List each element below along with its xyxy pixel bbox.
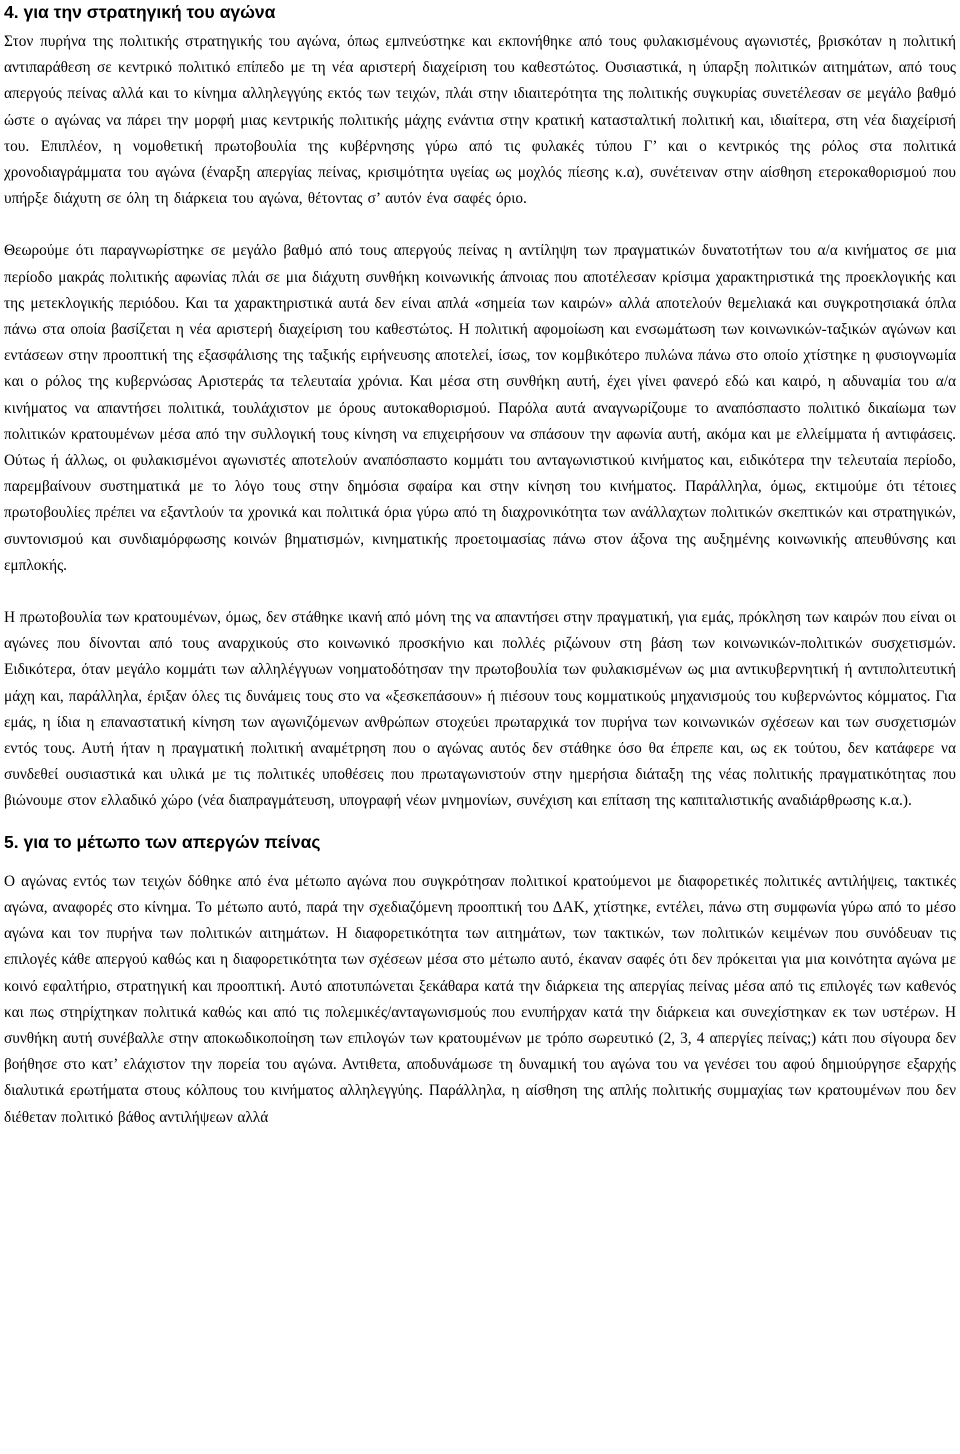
- section-4-paragraph-2: Θεωρούμε ότι παραγνωρίστηκε σε μεγάλο βαθμό από τους απεργούς πείνας η αντίληψη των πραγματικών δυνατοτήτων του α/α κινήματος σε μια περίοδο μακράς πολιτικής αφωνίας πλάι σε μια διάχυτη συνθήκη κοινωνικής άπνοιας που αποτέλεσαν κρίσιμα χαρακτηριστικά της προεκλογικής και της μετεκλογικής περιόδου. Και τα χαρακτηριστικά αυτά δεν είναι απλά «σημεία των καιρών» αλλά αποτελούν θεμελιακά και συγκροτησιακά όπλα πάνω στα οποία βασίζεται η νέα αριστερή διαχείριση του καθεστώτος. Η πολιτική αφομοίωση και ενσωμάτωση των κοινωνικών-ταξικών αγώνων και εντάσεων στην προοπτική της εξασφάλισης της ταξικής ειρήνευσης αποτελεί, ίσως, τον κομβικότερο πυλώνα πάνω στο οποίο χτίστηκε η φυσιογνωμία και ο ρόλος της κυβερνώσας Αριστεράς τα τελευταία χρόνια. Και μέσα στη συνθήκη αυτή, έχει γίνει φανερό εδώ και καιρό, η αδυναμία του α/α κινήματος να απαντήσει πολιτικά, τουλάχιστον με όρους αυτοκαθορισμού. Παρόλα αυτά αναγνωρίζουμε το αναπόσπαστο πολιτικό δικαίωμα των πολιτικών κρατουμένων μέσα από την συλλογική τους κίνηση να επιχειρήσουν να σπάσουν την αφωνία αυτή, ακόμα και με ελλείμματα ή αντιφάσεις. Ούτως ή άλλως, οι φυλακισμένοι αγωνιστές αποτελούν αναπόσπαστο κομμάτι του ανταγωνιστικού κινήματος και, ειδικότερα την τελευταία περίοδο, παρεμβαίνουν συστηματικά με το λόγο τους στην δημόσια σφαίρα και στην κίνηση του κινήματος. Παράλληλα, όμως, εκτιμούμε ότι τέτοιες πρωτοβουλίες πρέπει να εξαντλούν τα χρονικά και πολιτικά όρια γύρω από τη διαχρονικότητα των ανάλλαχτων πολιτικών σκεπτικών και στρατηγικών, συντονισμού και συνδιαμόρφωσης κοινών βηματισμών, κινηματικής προετοιμασίας πάνω στον άξονα της αυξημένης κοινωνικής απευθύνσης και εμπλοκής.: [4, 242, 956, 574]
- section-5-heading: 5. για το μέτωπο των απεργών πείνας: [4, 831, 321, 852]
- section-4-paragraph-3: Η πρωτοβουλία των κρατουμένων, όμως, δεν στάθηκε ικανή από μόνη της να απαντήσει στην πραγματική, για εμάς, πρόκληση των καιρών που είναι οι αγώνες που δίνονται από τους αναρχικούς στο κοινωνικό προσκήνιο και πολλές ριζώνουν στη βάση των κοινωνικών-πολιτικών συσχετισμών. Ειδικότερα, όταν μεγάλο κομμάτι των αλληλέγγυων νοηματοδότησαν την πρωτοβουλία των φυλακισμένων ως μια αντικυβερνητική ή αντιπολιτευτική μάχη και, παράλληλα, έριξαν όλες τις δυνάμεις τους στο να «ξεσκεπάσουν» ή πιέσουν τους κομματικούς μηχανισμούς του κυβερνώντος κόμματος. Για εμάς, η ίδια η επαναστατική κίνηση των αγωνιζόμενων ανθρώπων στοχεύει πρωταρχικά τον πυρήνα των κοινωνικών σχέσεων και των συσχετισμών εντός τους. Αυτή ήταν η πραγματική πολιτική αναμέτρηση που ο αγώνας αυτός δεν στάθηκε όσο θα έπρεπε και, ως εκ τούτου, δεν κατάφερε να συνδεθεί ουσιαστικά και υλικά με τις πολιτικές υποθέσεις που πρωταγωνιστούν στην ημερήσια διάταξη της νέας πολιτικής πραγματικότητας που βιώνουμε στον ελλαδικό χώρο (νέα διαπραγμάτευση, υπογραφή νέων μνημονίων, συνέχιση και επίταση της καπιταλιστικής αναδιάρθρωσης κ.α.).: [4, 609, 956, 810]
- paragraph-gap: [4, 212, 956, 238]
- section-4-heading: 4. για την στρατηγική του αγώνα: [4, 2, 276, 22]
- section-5-paragraph-1: Ο αγώνας εντός των τειχών δόθηκε από ένα μέτωπο αγώνα που συγκρότησαν πολιτικοί κρατούμενοι με διαφορετικές πολιτικές αντιλήψεις, τακτικές αγώνα, αναφορές στο κίνημα. Το μέτωπο αυτό, παρά την σχεδιαζόμενη προοπτική του ΔΑΚ, χτίστηκε, εντέλει, πάνω στη συμφωνία γύρω από το μέσο αγώνα και τον πυρήνα των πολιτικών αιτημάτων. Η διαφορετικότητα των αιτημάτων, των τακτικών, των πολιτικών κειμένων που συνόδευαν τις επιλογές κάθε απεργού καθώς και η διαφορετικότητα των σχέσεων μέσα στο μέτωπο αυτό, έκαναν σαφές ότι δεν πρόκειται για μια κοινότητα αγώνα με κοινό εφαλτήριο, στρατηγική και προοπτική. Αυτό αποτυπώνεται ξεκάθαρα κατά την διάρκεια της απεργίας πείνας μέσα από τις επιλογές των καθενός και πως στηρίχτηκαν πολιτικά καθώς και από τις πολεμικές/ανταγωνισμούς που ενυπήρχαν κατά την διάρκεια και συνεχίστηκαν εκ των υστέρων. Η συνθήκη αυτή συνέβαλλε στην αποκωδικοποίηση των επιλογών των κρατουμένων με τρόπο σωρευτικό (2, 3, 4 απεργίες πείνας;) κάτι που σίγουρα δεν βοήθησε στο κατ’ ελάχιστον την πορεία του αγώνα. Αντιθετα, αποδυνάμωσε τη δυναμική του αγώνα του να γενέσει του αφού δημιούργησε εξαρχής διαλυτικά ερωτήματα στους κόλπους του κινήματος αλληλεγγύης. Παράλληλα, η αίσθηση της απλής πολιτικής συμμαχίας των κρατουμένων που δεν διέθεταν πολιτικό βάθος αντιλήψεων αλλά: [4, 872, 956, 1126]
- paragraph-gap: [4, 579, 956, 605]
- section-4-paragraph-1: Στον πυρήνα της πολιτικής στρατηγικής του αγώνα, όπως εμπνεύστηκε και εκπονήθηκε από τους φυλακισμένους αγωνιστές, βρισκόταν η πολιτική αντιπαράθεση σε κεντρικό πολιτικό επίπεδο με τη νέα αριστερή διαχείριση του καθεστώτος. Ουσιαστικά, η ύπαρξη πολιτικών αιτημάτων, από τους απεργούς πείνας αλλά και το κίνημα αλληλεγγύης εκτός των τειχών, πλάι στην ιδιαιτερότητα της πολιτικής συγκυρίας συνετέλεσαν σε μεγάλο βαθμό ώστε ο αγώνας να πάρει την μορφή μιας κεντρικής πολιτικής μάχης ενάντια στην κρατική κατασταλτική πολιτική και, ιδιαίτερα, στη νέα διαχείρισή του. Επιπλέον, η νομοθετική πρωτοβουλία της κυβέρνησης γύρω από τις φυλακές τύπου Γ’ και ο κεντρικός της ρόλος στα πολιτικά χρονοδιαγράμματα του αγώνα (έναρξη απεργίας πείνας, κρισιμότητα υγείας ως μοχλός πίεσης κ.α), συνέτειναν στην αίσθηση ετεροκαθορισμού που υπήρξε διάχυτη σε όλη τη διάρκεια του αγώνα, θέτοντας σ’ αυτόν ένα σαφές όριο.: [4, 33, 956, 208]
